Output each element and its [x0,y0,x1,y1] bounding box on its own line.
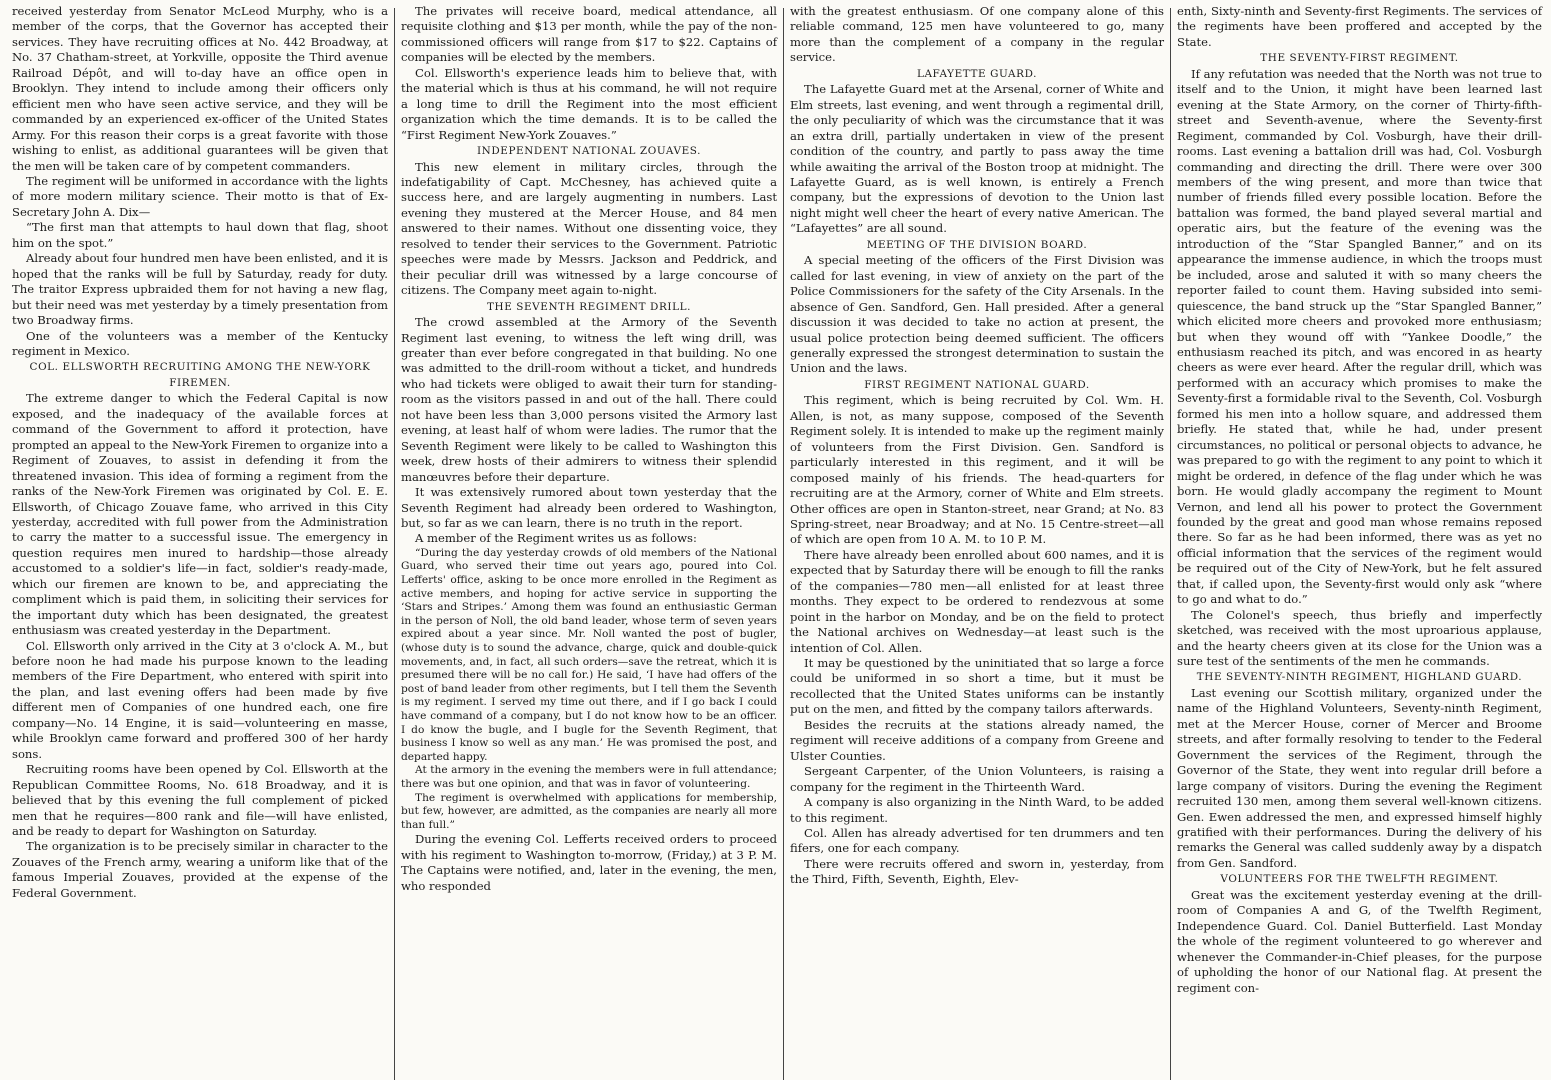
article-paragraph: A company is also organizing in the Ninth Ward, to be added to this regiment. [790,795,1164,825]
article-paragraph: Col. Allen has already advertised for ten drummers and ten fifers, one for each company. [790,826,1164,856]
section-heading: LAFAYETTE GUARD. [916,67,1038,80]
article-paragraph: The organization is to be precisely similar in character to the Zouaves of the French army, wearing a uniform like that of the famous Imperial Zouaves, provided at the expense of the Federal Government. [12,839,388,900]
article-paragraph: “The first man that attempts to haul down that flag, shoot him on the spot.” [12,220,388,250]
article-paragraph: This regiment, which is being recruited by Col. Wm. H. Allen, is not, as many suppose, composed of the Seventh Regiment solely. It is intended to make up the regiment mainly of volunteers from the First Division. Gen. Sandford is particularly interested in this regiment, and it will be composed mainly of his friends. The head-quarters for recruiting are at the Armory, corner of White and Elm streets. Other offices are open in Stanton-street, near Grand; at No. 83 Spring-street, near Broadway; and at No. 15 Centre-street—all of which are open from 10 A. M. to 10 P. M. [790,393,1164,547]
article-paragraph: This new element in military circles, through the indefatigability of Capt. McChesney, has achieved quite a success here, and are largely augmenting in numbers. Last evening they mustered at the Mercer House, and 84 men answered to their names. Without one dissenting voice, they resolved to tender their services to the Government. Patriotic speeches were made by Messrs. Jackson and Peddrick, and their peculiar drill was witnessed by a large concourse of citizens. The Company meet again to-night. [401,159,777,298]
section-heading: INDEPENDENT NATIONAL ZOUAVES. [476,145,702,158]
section-heading: MEETING OF THE DIVISION BOARD. [866,238,1088,251]
article-paragraph: If any refutation was needed that the North was not true to itself and to the Union, it might have been learned last evening at the State Armory, on the corner of Thirty-fifth-street and Seventh-avenue, where the Seventy-first Regiment, commanded by Col. Vosburgh, have their drill-rooms. Last evening a battalion drill was had, Col. Vosburgh commanding and directing the drill. There were over 300 members of the wing present, and more than twice that number of friends filled every possible location. Before the battalion was formed, the band played several martial and operatic airs, but the feature of the evening was the introduction of the “Star Spangled Banner,” and on its appearance the immense audience, in which the troops must be included, arose and saluted it with so many cheers the reporter failed to count them. Having subsided into semi-quiescence, the band struck up the “Star Spangled Banner,” which elicited more cheers and provoked more enthusiasm; but when they wound off with “Yankee Doodle,” the enthusiasm reached its pitch, and was encored in as hearty cheers as were ever heard. After the regular drill, which was performed with an accuracy which promises to make the Seventy-first a formidable rival to the Seventh, Col. Vosburgh formed his men into a hollow square, and addressed them briefly. He stated that, while he had, under present circumstances, no political or personal objects to advance, he was prepared to go with the regiment to any point to which it might be ordered, in defence of the flag under which he was born. He would gladly accompany the regiment to Mount Vernon, and lend all his power to protect the Government founded by the great and good man whose remains reposed there. So far as he had been informed, there was as yet no official information that the services of the regiment would be required out of the City of New-York, but he felt assured that, if called upon, the Seventy-first would only ask “where to go and what to do.” [1177,66,1542,607]
article-paragraph: The crowd assembled at the Armory of the Seventh Regiment last evening, to witness the left wing drill, was greater than ever before congregated in that building. No one was admitted to the drill-room without a ticket, and hundreds who had tickets were obliged to await their turn for standing-room as the visitors passed in and out of the hall. There could not have been less than 3,000 persons visited the Armory last evening, at least half of whom were ladies. The rumor that the Seventh Regiment were likely to be called to Washington this week, drew hosts of their admirers to witness their splendid manœuvres before their departure. [401,315,777,484]
article-paragraph: Besides the recruits at the stations already named, the regiment will receive additions of a company from Greene and Ulster Counties. [790,717,1164,763]
section-heading: THE SEVENTY-FIRST REGIMENT. [1260,52,1459,65]
article-paragraph: Sergeant Carpenter, of the Union Volunteers, is raising a company for the regiment in the Thirteenth Ward. [790,764,1164,794]
article-paragraph: A special meeting of the officers of the First Division was called for last evening, in view of anxiety on the part of the Police Commissioners for the safety of the City Arsenals. In the absence of Gen. Sandford, Gen. Hall presided. After a general discussion it was decided to take no action at present, the usual police protection being deemed sufficient. The officers generally expressed the strongest determination to sustain the Union and the laws. [790,253,1164,376]
column-2 [395,4,783,1080]
article-paragraph: The extreme danger to which the Federal Capital is now exposed, and the inadequacy of the available forces at command of the Government to afford it protection, have prompted an appeal to the New-York Firemen to organize into a Regiment of Zouaves, to assist in defending it from the threatened invasion. This idea of forming a regiment from the ranks of the New-York Firemen was originated by Col. E. E. Ellsworth, of Chicago Zouave fame, who arrived in this City yesterday, accredited with full power from the Administration to carry the matter to a successful issue. The emergency in question requires men inured to hardship—those already accustomed to a soldier's life—in fact, soldier's ready-made, which our firemen are known to be, and appreciating the compliment which is paid them, in soliciting their services for the important duty which has been designated, the greatest enthusiasm was created yesterday in the Department. [12,391,389,638]
article-paragraph: The Lafayette Guard met at the Arsenal, corner of White and Elm streets, last evening, and went through a regimental drill, the only peculiarity of which was the circumstance that it was an extra drill, partially undertaken in view of the present condition of the country, and partly to pass away the time while awaiting the arrival of the Boston troop at midnight. The Lafayette Guard, as is well known, is entirely a French company, but the expressions of devotion to the Union last night might well cheer the heart of every native American. The “Lafayettes” are all sound. [790,82,1164,236]
section-heading: THE SEVENTH REGIMENT DRILL. [487,300,691,313]
article-paragraph: “During the day yesterday crowds of old members of the National Guard, who served their time out years ago, poured into Col. Lefferts' office, asking to be once more enrolled in the Regiment as active members, and hoping for active service in supporting the ‘Stars and Stripes.’ Among them was found an enthusiastic German in the person of Noll, the old band leader, whose term of seven years expired about a year since. Mr. Noll wanted the post of bugler, (whose duty is to sound the advance, charge, quick and double-quick movements, and, in fact, all such orders—save the retreat, which it is presumed there will be no call for.) He said, ‘I have had offers of the post of band leader from other regiments, but I tell them the Seventh is my regiment. I served my time out there, and if I go back I could have command of a company, but I do not know how to be an officer. I do know the bugle, and I bugle for the Seventh Regiment, that business I know so well as any man.’ He was promised the post, and departed happy. [401,546,777,763]
section-heading: THE SEVENTY-NINTH REGIMENT, HIGHLAND GUARD. [1196,671,1523,684]
article-paragraph: enth, Sixty-ninth and Seventy-first Regiments. The services of the regiments have been proffered and accepted by the State. [1177,4,1542,49]
article-paragraph: Last evening our Scottish military, organized under the name of the Highland Volunteers, Seventy-ninth Regiment, met at the Mercer House, corner of Mercer and Broome streets, and after formally resolving to tender to the Federal Government the services of the Regiment, through the Governor of the State, they went into regular drill before a large company of visitors. During the evening the Regiment recruited 130 men, among them several well-known citizens. Gen. Ewen addressed the men, and expressed himself highly gratified with their performances. During the delivery of his remarks the General was called suddenly away by a dispatch from Gen. Sandford. [1177,685,1542,870]
article-paragraph: It may be questioned by the uninitiated that so large a force could be uniformed in so short a time, but it must be recollected that the United States uniforms can be instantly put on the men, and fitted by the company tailors afterwards. [790,656,1164,717]
article-paragraph: The Colonel's speech, thus briefly and imperfectly sketched, was received with the most uproarious applause, and the hearty cheers given at its close for the Union was a sure test of the sentiments of the men he commands. [1177,607,1542,669]
column-1 [6,4,394,1080]
article-paragraph: There have already been enrolled about 600 names, and it is expected that by Saturday there will be enough to fill the ranks of the companies—780 men—all enlisted for at least three months. They expect to be ordered to rendezvous at some point in the harbor on Monday, and be on the field to protect the National archives on Wednesday—at least such is the intention of Col. Allen. [790,547,1164,655]
article-paragraph: Already about four hundred men have been enlisted, and it is hoped that the ranks will be full by Saturday, ready for duty. The traitor Express upbraided them for not having a new flag, but their need was met yesterday by a timely presentation from two Broadway firms. [12,251,388,328]
article-paragraph: Col. Ellsworth only arrived in the City at 3 o'clock A. M., but before noon he had made his purpose known to the leading members of the Fire Department, who entered with spirit into the plan, and last evening offers had been made by five different men of Companies of one hundred each, one fire company—No. 14 Engine, it is said—volunteering en masse, while Brooklyn came forward and proffered 300 of her hardy sons. [12,638,388,761]
section-heading: FIRST REGIMENT NATIONAL GUARD. [864,378,1090,391]
article-paragraph: The regiment is overwhelmed with applications for membership, but few, however, are admitted, as the companies are nearly all more than full.” [401,791,777,831]
article-paragraph: with the greatest enthusiasm. Of one company alone of this reliable command, 125 men have volunteered to go, many more than the complement of a company in the regular service. [790,4,1164,65]
article-paragraph: The privates will receive board, medical attendance, all requisite clothing and $13 per month, while the pay of the non-commissioned officers will range from $17 to $22. Captains of companies will be elected by the members. [401,4,777,65]
article-paragraph: A member of the Regiment writes us as follows: [415,531,697,546]
article-paragraph: There were recruits offered and sworn in, yesterday, from the Third, Fifth, Seventh, Eighth, Elev- [790,856,1164,887]
article-paragraph: During the evening Col. Lefferts received orders to proceed with his regiment to Washington to-morrow, (Friday,) at 3 P. M. The Captains were notified, and, later in the evening, the men, who responded [401,832,777,893]
section-heading: VOLUNTEERS FOR THE TWELFTH REGIMENT. [1220,873,1499,886]
article-paragraph: Col. Ellsworth's experience leads him to believe that, with the material which is thus at his command, he will not require a long time to drill the Regiment into the most efficient organization which the time demands. It is to be called the “First Regiment New-York Zouaves.” [401,65,777,142]
section-heading: COL. ELLSWORTH RECRUITING AMONG THE NEW-YORK FIREMEN. [29,361,371,389]
article-paragraph: It was extensively rumored about town yesterday that the Seventh Regiment had already been ordered to Washington, but, so far as we can learn, there is no truth in the report. [401,485,777,530]
article-paragraph: received yesterday from Senator McLeod Murphy, who is a member of the corps, that the Governor has accepted their services. They have recruiting offices at No. 442 Broadway, at No. 37 Chatham-street, at Yorkville, opposite the Third avenue Railroad Dépôt, and will to-day have an office open in Brooklyn. They intend to include among their officers only efficient men who have seen active service, and they will be commanded by an experienced ex-officer of the United States Army. For this reason their corps is a great favorite with those wishing to enlist, as additional guarantees will be given that the men will be taken care of by competent commanders. [12,4,388,173]
article-paragraph: One of the volunteers was a member of the Kentucky regiment in Mexico. [12,328,388,358]
article-paragraph: Recruiting rooms have been opened by Col. Ellsworth at the Republican Committee Rooms, No. 618 Broadway, and it is believed that by this evening the full complement of picked men that he requires—800 rank and file—will have enlisted, and be ready to depart for Washington on Saturday. [12,762,388,839]
column-4 [1171,4,1548,1080]
column-3 [784,4,1170,1080]
article-paragraph: The regiment will be uniformed in accordance with the lights of more modern military science. Their motto is that of Ex-Secretary John A. Dix— [12,173,388,219]
article-paragraph: At the armory in the evening the members were in full attendance; there was but one opinion, and that was in favor of volunteering. [401,764,777,790]
article-paragraph: Great was the excitement yesterday evening at the drill-room of Companies A and G, of the Twelfth Regiment, Independence Guard. Col. Daniel Butterfield. Last Monday the whole of the regiment volunteered to go wherever and whenever the Commander-in-Chief pleases, for the purpose of upholding the honor of our National flag. At present the regiment con- [1177,887,1542,995]
